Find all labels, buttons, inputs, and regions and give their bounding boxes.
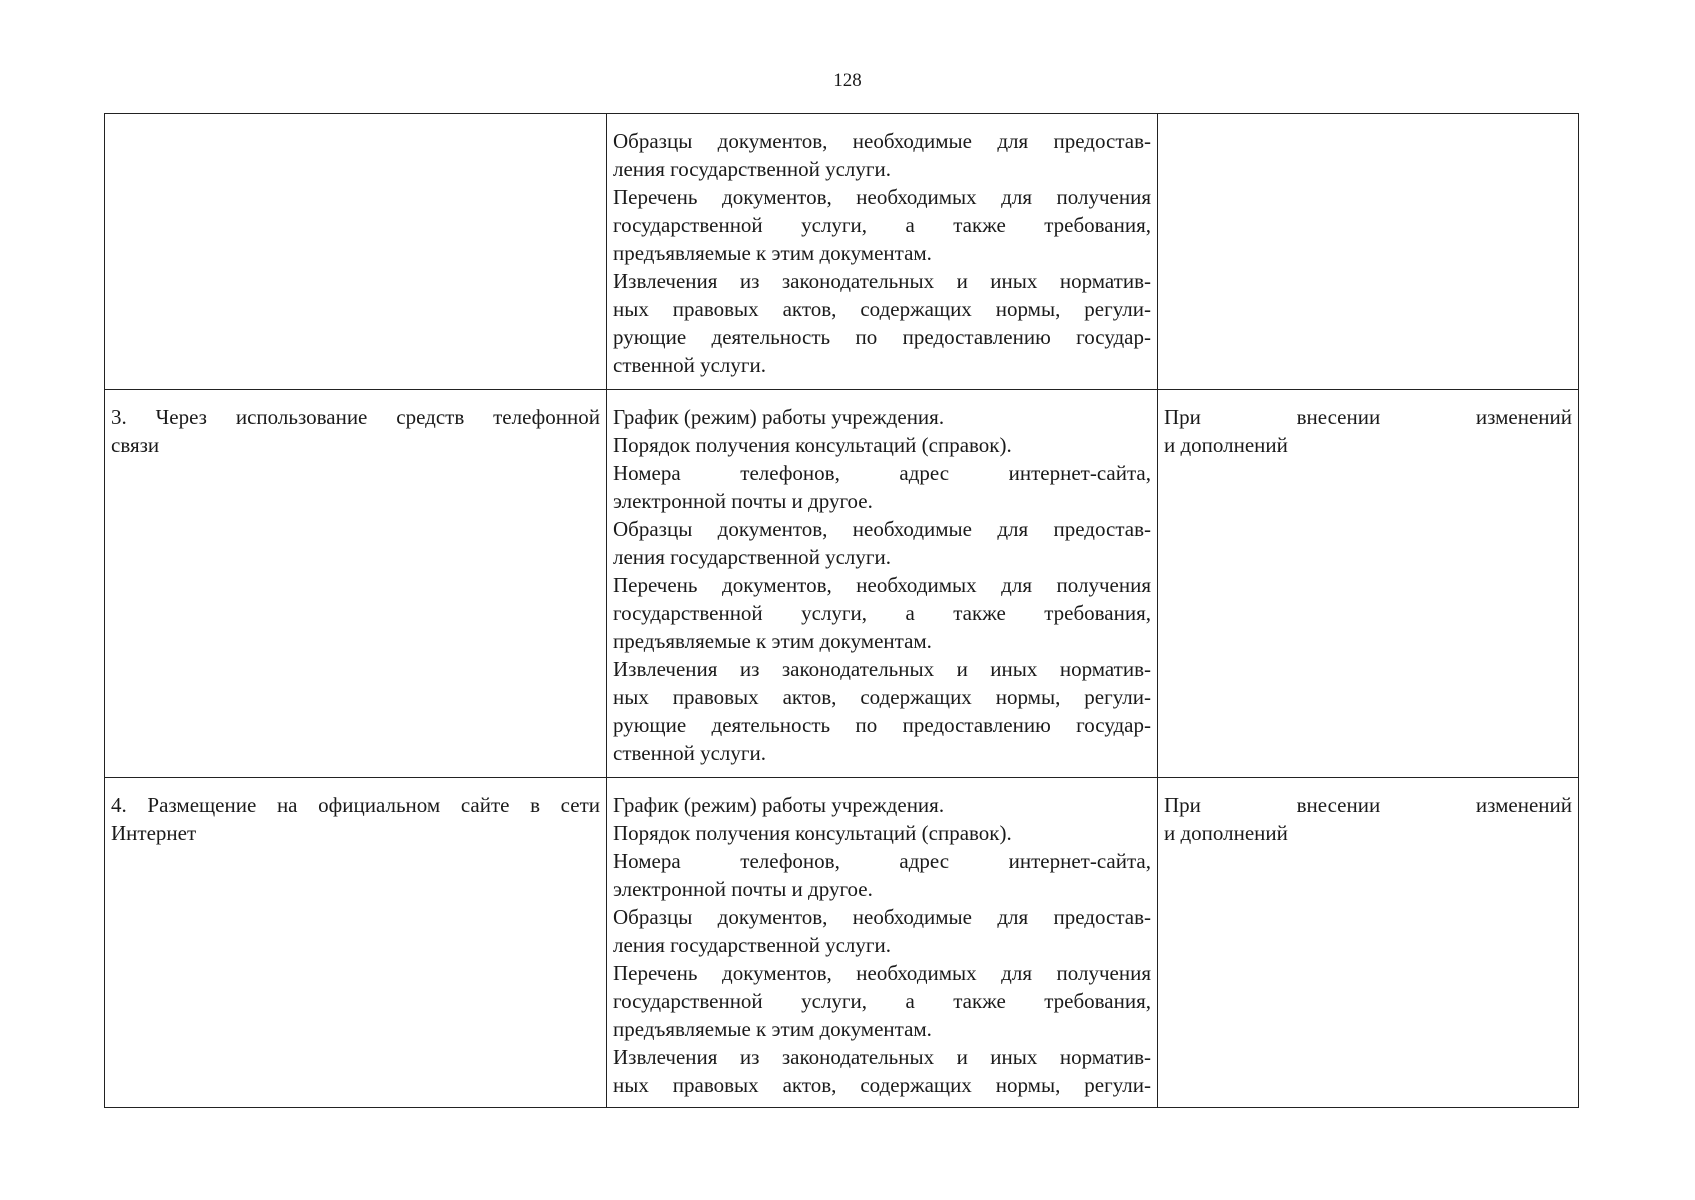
cell-line: Номера телефонов, адрес интернет-сайта, — [613, 849, 1151, 873]
cell-line: электронной почты и другое. — [613, 489, 873, 513]
cell-timing — [1158, 778, 1579, 1108]
cell-line: Порядок получения консультаций (справок). — [613, 433, 1012, 457]
cell-line: ления государственной услуги. — [613, 545, 892, 569]
cell-line: Перечень документов, необходимых для получения — [613, 573, 1151, 597]
cell-content — [607, 114, 1158, 390]
cell-line: Извлечения из законодательных и иных норматив- — [613, 657, 1151, 681]
cell-line: ных правовых актов, содержащих нормы, регули- — [613, 297, 1151, 321]
cell-method — [105, 114, 607, 390]
cell-line: При внесении изменений — [1164, 793, 1572, 817]
cell-line: График (режим) работы учреждения. — [613, 793, 945, 817]
cell-content — [607, 778, 1158, 1108]
cell-line: Номера телефонов, адрес интернет-сайта, — [613, 461, 1151, 485]
cell-line: Интернет — [111, 821, 197, 845]
cell-line: ственной услуги. — [613, 353, 766, 377]
cell-line: предъявляемые к этим документам. — [613, 1017, 932, 1041]
cell-line: электронной почты и другое. — [613, 877, 873, 901]
cell-line: государственной услуги, а также требования, — [613, 989, 1151, 1013]
cell-line: 3. Через использование средств телефонной — [111, 405, 600, 429]
cell-line: рующие деятельность по предоставлению государ- — [613, 713, 1151, 737]
cell-line: рующие деятельность по предоставлению государ- — [613, 325, 1151, 349]
cell-line: ственной услуги. — [613, 741, 766, 765]
cell-line: связи — [111, 433, 160, 457]
cell-line: Перечень документов, необходимых для получения — [613, 185, 1151, 209]
table-row — [105, 114, 1579, 390]
cell-line: Образцы документов, необходимые для предостав- — [613, 129, 1151, 153]
cell-line: предъявляемые к этим документам. — [613, 629, 932, 653]
cell-line: Извлечения из законодательных и иных норматив- — [613, 1045, 1151, 1069]
cell-line: и дополнений — [1164, 821, 1288, 845]
table-row — [105, 778, 1579, 1108]
cell-line: ления государственной услуги. — [613, 933, 892, 957]
cell-line: При внесении изменений — [1164, 405, 1572, 429]
cell-line: Образцы документов, необходимые для предостав- — [613, 517, 1151, 541]
cell-line: Перечень документов, необходимых для получения — [613, 961, 1151, 985]
info-table — [104, 113, 1579, 1108]
table-row — [105, 390, 1579, 778]
cell-line: ных правовых актов, содержащих нормы, регули- — [613, 685, 1151, 709]
cell-line: ных правовых актов, содержащих нормы, регули- — [613, 1073, 1151, 1097]
page-number: 128 — [833, 70, 862, 91]
cell-line: предъявляемые к этим документам. — [613, 241, 932, 265]
cell-line: и дополнений — [1164, 433, 1288, 457]
cell-timing — [1158, 390, 1579, 778]
cell-line: Образцы документов, необходимые для предостав- — [613, 905, 1151, 929]
cell-line: ления государственной услуги. — [613, 157, 892, 181]
cell-line: государственной услуги, а также требования, — [613, 213, 1151, 237]
cell-line: Извлечения из законодательных и иных норматив- — [613, 269, 1151, 293]
cell-method — [105, 778, 607, 1108]
cell-method — [105, 390, 607, 778]
cell-content — [607, 390, 1158, 778]
cell-line: График (режим) работы учреждения. — [613, 405, 945, 429]
cell-timing — [1158, 114, 1579, 390]
cell-line: Порядок получения консультаций (справок). — [613, 821, 1012, 845]
cell-line: 4. Размещение на официальном сайте в сети — [111, 793, 600, 817]
cell-line: государственной услуги, а также требования, — [613, 601, 1151, 625]
